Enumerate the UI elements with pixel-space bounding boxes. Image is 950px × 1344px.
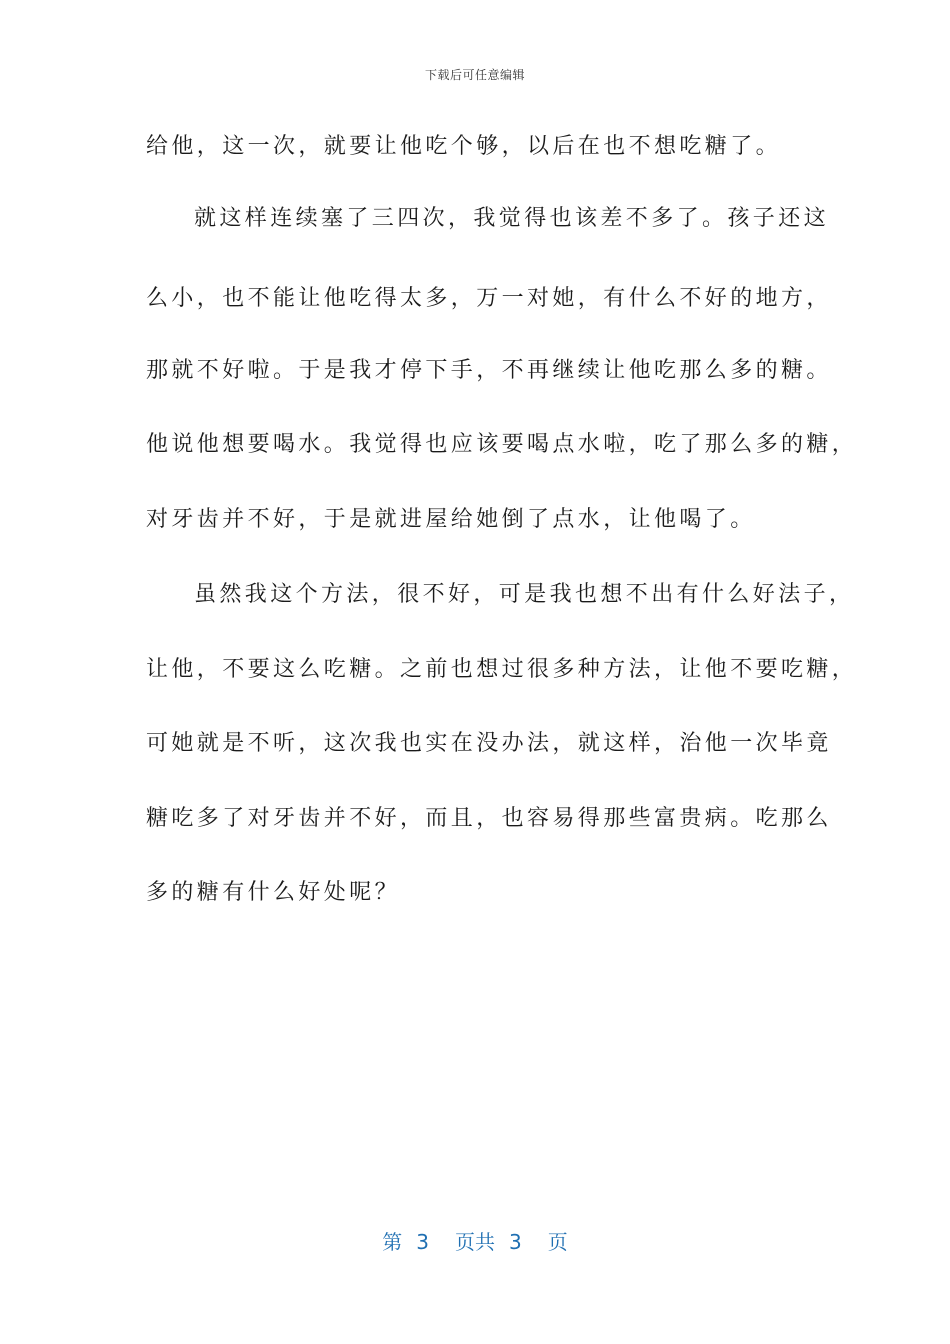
page-footer (0, 1226, 950, 1255)
text-line: 他说他想要喝水。我觉得也应该要喝点水啦，吃了那么多的糖， (146, 432, 858, 457)
footer-prefix: 第 (382, 1230, 403, 1254)
footer-suffix: 页 (547, 1230, 568, 1254)
text-line: 多的糖有什么好处呢？ (146, 880, 401, 905)
text-line: 可她就是不听，这次我也实在没办法，就这样，治他一次毕竟 (146, 731, 832, 756)
text-line: 给他，这一次，就要让他吃个够，以后在也不想吃糖了。 (146, 134, 782, 159)
footer-total-pages: 3 (509, 1230, 522, 1254)
page-header: 下载后可任意编辑 (424, 68, 525, 82)
footer-current-page: 3 (416, 1230, 429, 1254)
text-line: 么小，也不能让他吃得太多，万一对她，有什么不好的地方， (146, 286, 832, 311)
text-line: 让他，不要这么吃糖。之前也想过很多种方法，让他不要吃糖， (146, 657, 858, 682)
text-line: 对牙齿并不好，于是就进屋给她倒了点水，让他喝了。 (146, 507, 756, 532)
text-line: 糖吃多了对牙齿并不好，而且，也容易得那些富贵病。吃那么 (146, 806, 832, 831)
paragraph-start-line: 虽然我这个方法，很不好，可是我也想不出有什么好法子， (194, 582, 855, 607)
footer-mid: 页共 (455, 1230, 495, 1254)
paragraph-start-line: 就这样连续塞了三四次，我觉得也该差不多了。孩子还这 (194, 206, 830, 231)
text-line: 那就不好啦。于是我才停下手，不再继续让他吃那么多的糖。 (146, 358, 832, 383)
